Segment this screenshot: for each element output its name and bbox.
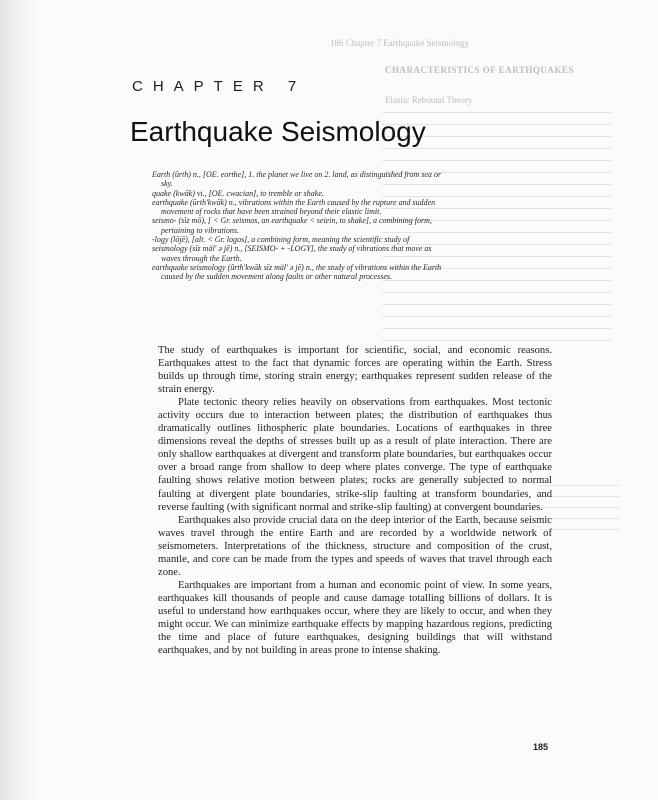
- paragraph: Earthquakes are important from a human and economic point of view. In some years, earthquakes kill thousands of people and cause damage totalling billions of dollars. It is useful to understand how earthquakes occur, where they are likely to occur, and when they might occur. We can minimize earthquake effects by mapping hazardous regions, predicting the time and place of future earthquakes, designing buildings that will withstand earthquakes, and by not building in areas prone to intense shaking.: [158, 579, 552, 657]
- paragraph: Earthquakes also provide crucial data on the deep interior of the Earth, because seismic waves travel through the entire Earth and are recorded by a worldwide network of seismometers. Interpretations of the thickness, structure and composition of the crust, mantle, and core can be made from the types and speeds of waves that travel through each zone.: [158, 514, 552, 578]
- definition-seismo: seismo- (sīz mō), [ < Gr. seismos, an earthquake < seiein, to shake], a combining form, pertaining to vibrations.: [152, 216, 432, 235]
- body-text: [158, 344, 552, 657]
- chapter-title: Earthquake Seismology: [130, 116, 426, 147]
- definition-logy: -logy (lōjē), [alt. < Gr. logos], a combining form, meaning the scientific study of: [152, 235, 410, 245]
- definition-earth: Earth (ûrth) n., [OE. eorthe], 1. the planet we live on 2. land, as distinguished from sea or sky.: [152, 170, 442, 189]
- bleed-through-heading: CHARACTERISTICS OF EARTHQUAKES: [385, 65, 574, 75]
- paragraph: Plate tectonic theory relies heavily on observations from earthquakes. Most tectonic activity occurs due to interaction between plates; the distribution of earthquakes thus dramatically outlines lithospheric plate boundaries. Locations of earthquakes in three dimensions reveal the depths of stresses built up as a result of plate interaction. There are only shallow earthquakes at divergent and transform plate boundaries, but earthquakes occur over a broad range from shallow to deep where plates converge. The type of earthquake faulting shows relative motion between plates; rocks are generally subjected to normal faulting at divergent plate boundaries, strike-slip faulting at transform boundaries, and reverse faulting (with significant normal and strike-slip faulting) at convergent boundaries.: [158, 397, 552, 513]
- definition-earthquake: earthquake (ûrth'kwāk) n., vibrations within the Earth caused by the rupture and sudden movement of rocks that have been strained beyond their elastic limit.: [152, 197, 436, 217]
- page-number: 185: [533, 742, 549, 752]
- bleed-through-header: 186 Chapter 7 Earthquake Seismology: [330, 38, 469, 48]
- definition-quake: quake (kwāk) vi., [OE. cwacian], to tremble or shake.: [152, 188, 324, 198]
- definitions-block: [152, 170, 442, 282]
- bleed-through-text-lines-lower: [540, 485, 620, 540]
- definition-seismology: seismology (sīz mäl' ə jē) n., [SEISMO- + -LOGY], the study of vibrations that move as waves through the Earth.: [152, 244, 432, 263]
- paragraph: The study of earthquakes is important for scientific, social, and economic reasons. Earthquakes attest to the fact that dynamic forces are operating within the Earth. Stress builds up through time, storing strain energy; earthquakes represent sudden release of the strain energy.: [158, 345, 552, 396]
- definition-earthquake-seismology: earthquake seismology (ûrth'kwāk sīz mäl' ə jē) n., the study of vibrations within the Earth caused by the sudden movement along faults or other natural processes.: [152, 262, 442, 282]
- page-binding-shadow: [0, 0, 40, 800]
- bleed-through-subhead: Elastic Rebound Theory: [385, 95, 473, 105]
- chapter-label: CHAPTER 7: [132, 78, 307, 95]
